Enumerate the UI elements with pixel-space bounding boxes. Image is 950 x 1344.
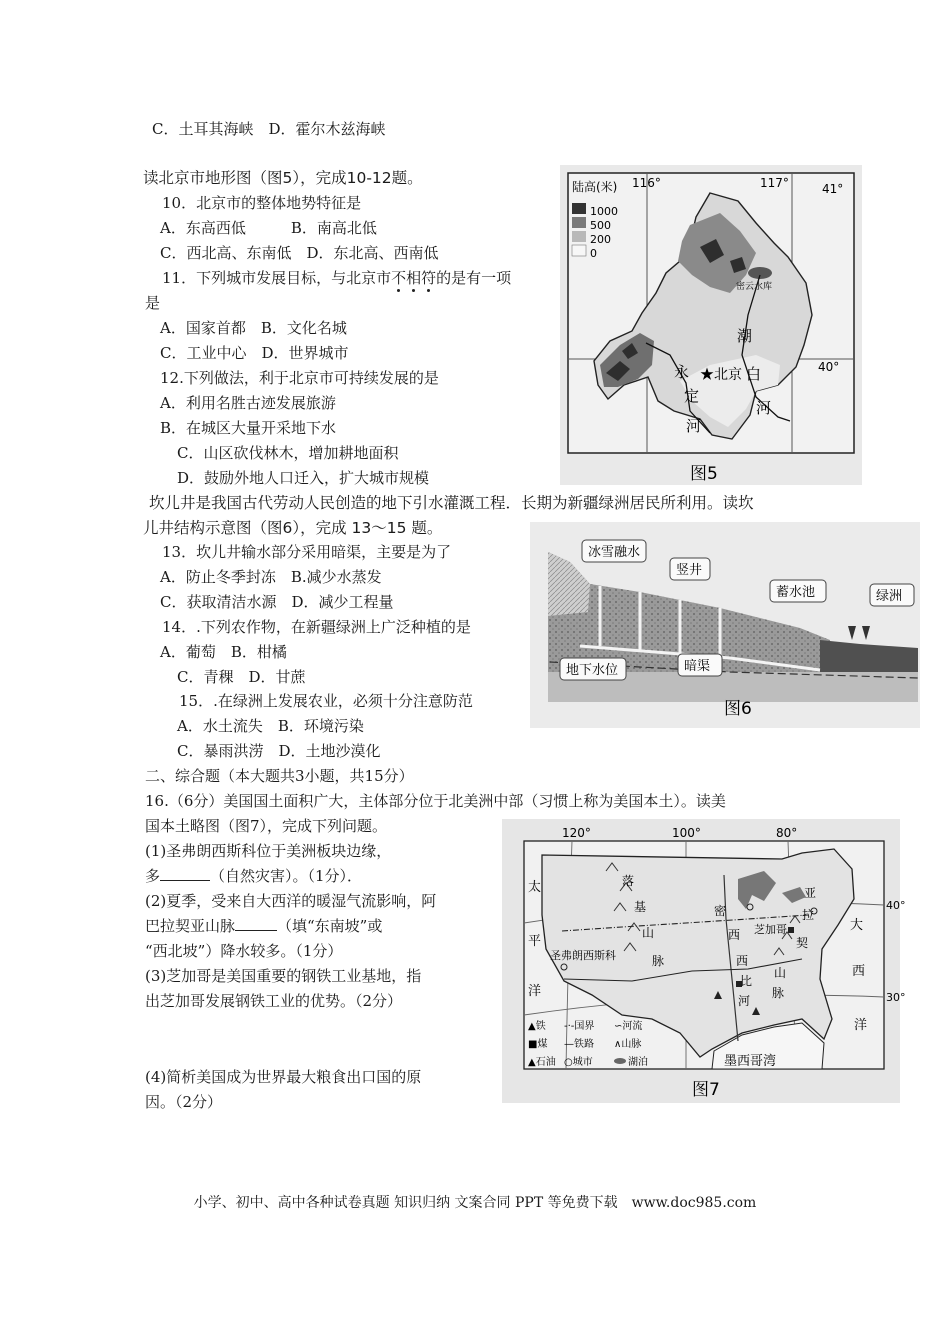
q12-option-d: D．鼓励外地人口迁入，扩大城市规模 (177, 469, 430, 487)
fig7-legend-oil: ▲石油 (528, 1057, 556, 1068)
fig6-label-channel: 暗渠 (684, 659, 711, 674)
q12-option-b: B．在城区大量开采地下水 (160, 419, 337, 437)
answer-blank-1[interactable] (160, 866, 210, 881)
fig7-legend-lake-swatch (614, 1058, 626, 1064)
fig7-legend-border: -·-国界 (564, 1021, 595, 1032)
figure-6-karez-diagram (530, 522, 920, 728)
q16-part4-line1: (4)简析美国成为世界最大粮食出口国的原 (145, 1068, 422, 1086)
q11-stem (162, 268, 511, 288)
fig5-label-yong: 永 (674, 363, 690, 381)
q13-options-ab: A．防止冬季封冻 B.减少水蒸发 (160, 568, 382, 586)
fig5-label-chao: 潮 (737, 327, 753, 345)
q11-dotted-1: 不 (391, 269, 407, 287)
intro-karez-2: 儿井结构示意图（图6），完成 13～15 题。 (143, 519, 443, 537)
q11-stem-b: 的是有一项 (436, 269, 512, 287)
fig7-legend-lake: 湖泊 (628, 1057, 648, 1068)
fig5-lon-116: 116° (632, 176, 661, 190)
fig5-legend-0: 0 (590, 247, 597, 260)
fig5-legend-500: 500 (590, 219, 611, 232)
fig7-symbol-coal-2 (788, 927, 794, 933)
q12-option-c: C．山区砍伐林木，增加耕地面积 (177, 444, 399, 462)
q16-part4-line2: 因。（2分） (145, 1093, 223, 1111)
fig5-legend-swatch-1000 (572, 203, 586, 214)
fig7-lon-100: 100° (672, 826, 701, 840)
fig5-label-he: 河 (756, 399, 772, 417)
fig5-lat-41: 41° (822, 182, 844, 196)
page-footer: 小学、初中、高中各种试卷真题 知识归纳 文案合同 PPT 等免费下载 www.doc985.com (193, 1195, 757, 1211)
fig7-lon-80: 80° (776, 826, 798, 840)
fig6-label-shaft: 竖井 (676, 563, 703, 578)
q15-options-ab: A．水土流失 B．环境污染 (177, 717, 364, 735)
fig5-legend-200: 200 (590, 233, 611, 246)
fig7-legend-mountain: ∧山脉 (614, 1039, 642, 1050)
fig5-label-bai: 白 (746, 365, 762, 383)
fig7-lon-120: 120° (562, 826, 591, 840)
q15-options-cd: C．暴雨洪涝 D．土地沙漠化 (177, 742, 381, 760)
q12-option-a: A．利用名胜古迹发展旅游 (160, 394, 336, 412)
q13-options-cd: C．获取清洁水源 D．减少工程量 (160, 593, 394, 611)
q16-part3-line2: 出芝加哥发展钢铁工业的优势。（2分） (145, 992, 403, 1010)
fig7-label-qi: 契 (796, 936, 809, 950)
answer-blank-2[interactable] (235, 916, 277, 931)
q13-stem: 13．坎儿井输水部分采用暗渠，主要是为了 (162, 543, 452, 561)
q10-options-cd: C．西北高、东南低 D．东北高、西南低 (160, 244, 439, 262)
q12-stem: 12.下列做法，利于北京市可持续发展的是 (160, 369, 439, 387)
fig5-lat-40: 40° (818, 360, 840, 374)
fig7-label-mi: 密 (714, 904, 727, 918)
fig7-label-chicago: 芝加哥 (754, 923, 787, 936)
fig7-pacific-2: 平 (528, 934, 542, 949)
q11-options-ab: A．国家首都 B．文化名城 (160, 319, 347, 337)
q14-options-cd: C．青稞 D．甘蔗 (177, 668, 306, 686)
q16-part1-line1: (1)圣弗朗西斯科位于美洲板块边缘， (145, 842, 392, 860)
q16-part2-line3: “西北坡”）降水较多。（1分） (145, 942, 343, 960)
fig5-label-reservoir: 密云水库 (736, 282, 773, 292)
fig6-label-snow: 冰雪融水 (588, 545, 641, 560)
q16-stem-2: 国本土略图（图7），完成下列问题。 (145, 817, 388, 835)
figure-7-usa-map (502, 819, 906, 1103)
q11-stem-a: 11．下列城市发展目标，与北京市 (162, 269, 392, 287)
fig7-label-xi: 西 (728, 928, 741, 942)
intro-beijing: 读北京市地形图（图5），完成10-12题。 (143, 169, 423, 187)
fig5-legend-swatch-0 (572, 245, 586, 256)
q16-part2-prefix: 巴拉契亚山脉 (145, 917, 236, 935)
fig7-label-mai2: 脉 (772, 986, 785, 1000)
fig5-legend-swatch-500 (572, 217, 586, 228)
q16-part2-suffix: （填“东南坡”或 (277, 917, 383, 935)
section2-heading: 二、综合题（本大题共3小题，共15分） (145, 767, 414, 785)
q16-part1-suffix: （自然灾害）。（1分）． (210, 867, 363, 885)
fig7-atlantic-3: 洋 (854, 1018, 868, 1033)
q16-part1-line2 (145, 866, 362, 886)
q9-options: C．土耳其海峡 D．霍尔木兹海峡 (152, 120, 386, 138)
fig7-label-luo: 落 (622, 874, 635, 888)
fig7-label-shan: 山 (642, 926, 655, 940)
fig7-label-bi: 比 (740, 974, 753, 988)
fig7-label-he: 河 (738, 994, 751, 1008)
fig7-caption: 图7 (692, 1080, 720, 1100)
q14-stem: 14．.下列农作物，在新疆绿洲上广泛种植的是 (162, 618, 471, 636)
fig7-label-la: 拉 (802, 908, 815, 922)
fig7-label-ya: 亚 (804, 886, 817, 900)
q11-dotted-2: 相 (406, 269, 422, 287)
fig5-caption: 图5 (690, 464, 718, 484)
fig7-label-mai: 脉 (652, 954, 665, 968)
q16-part1-prefix: 多 (145, 867, 161, 885)
fig5-legend-swatch-200 (572, 231, 586, 242)
fig7-atlantic-2: 西 (852, 964, 866, 979)
fig7-label-ji: 基 (634, 900, 647, 914)
fig6-label-pool: 蓄水池 (776, 585, 816, 600)
q11-dotted-3: 符 (421, 269, 437, 287)
intro-karez-1: 坎儿井是我国古代劳动人民创造的地下引水灌溉工程．长期为新疆绿洲居民所利用。读坎 (149, 494, 754, 512)
fig5-label-he2: 河 (686, 417, 702, 435)
fig5-label-ding: 定 (684, 387, 700, 405)
q11-stem-cont: 是 (145, 294, 161, 312)
fig7-lat-40: 40° (886, 899, 906, 912)
q14-options-ab: A．葡萄 B．柑橘 (160, 643, 287, 661)
fig7-atlantic-1: 大 (850, 918, 864, 933)
fig5-lon-117: 117° (760, 176, 789, 190)
fig7-lat-30: 30° (886, 991, 906, 1004)
q11-options-cd: C．工业中心 D．世界城市 (160, 344, 349, 362)
fig7-legend-iron: ▲铁 (528, 1021, 546, 1032)
fig7-legend-city: ○城市 (564, 1057, 593, 1068)
fig5-legend-1000: 1000 (590, 205, 618, 218)
fig5-label-beijing: ★北京 (700, 367, 742, 383)
fig5-legend-title: 陆高(米) (572, 180, 618, 194)
fig7-label-san-francisco: 圣弗朗西斯科 (550, 949, 616, 962)
fig7-label-xi2: 西 (736, 954, 749, 968)
fig7-label-gulf: 墨西哥湾 (724, 1054, 777, 1069)
q16-part3-line1: (3)芝加哥是美国重要的钢铁工业基地，指 (145, 967, 422, 985)
figure-5-beijing-map (560, 165, 862, 485)
fig7-legend-river: ∽河流 (614, 1021, 643, 1032)
fig7-legend-railroad: —铁路 (564, 1039, 594, 1050)
q10-options-ab: A．东高西低 B．南高北低 (160, 219, 377, 237)
fig7-pacific-3: 洋 (528, 984, 542, 999)
fig6-label-groundwater: 地下水位 (566, 663, 619, 678)
q16-part2-line1: (2)夏季，受来自大西洋的暖湿气流影响，阿 (145, 892, 437, 910)
q16-part2-line2 (145, 916, 382, 936)
fig7-pacific-1: 太 (528, 880, 542, 895)
q15-stem: 15．.在绿洲上发展农业，必须十分注意防范 (179, 692, 473, 710)
fig7-label-shan2: 山 (774, 966, 787, 980)
q16-stem-1: 16.（6分）美国国土面积广大，主体部分位于北美洲中部（习惯上称为美国本土）。读美 (145, 792, 726, 810)
fig6-label-oasis: 绿洲 (876, 589, 903, 604)
fig6-caption: 图6 (724, 699, 752, 719)
fig7-legend-coal: ■煤 (528, 1039, 548, 1050)
q10-stem: 10．北京市的整体地势特征是 (162, 194, 362, 212)
